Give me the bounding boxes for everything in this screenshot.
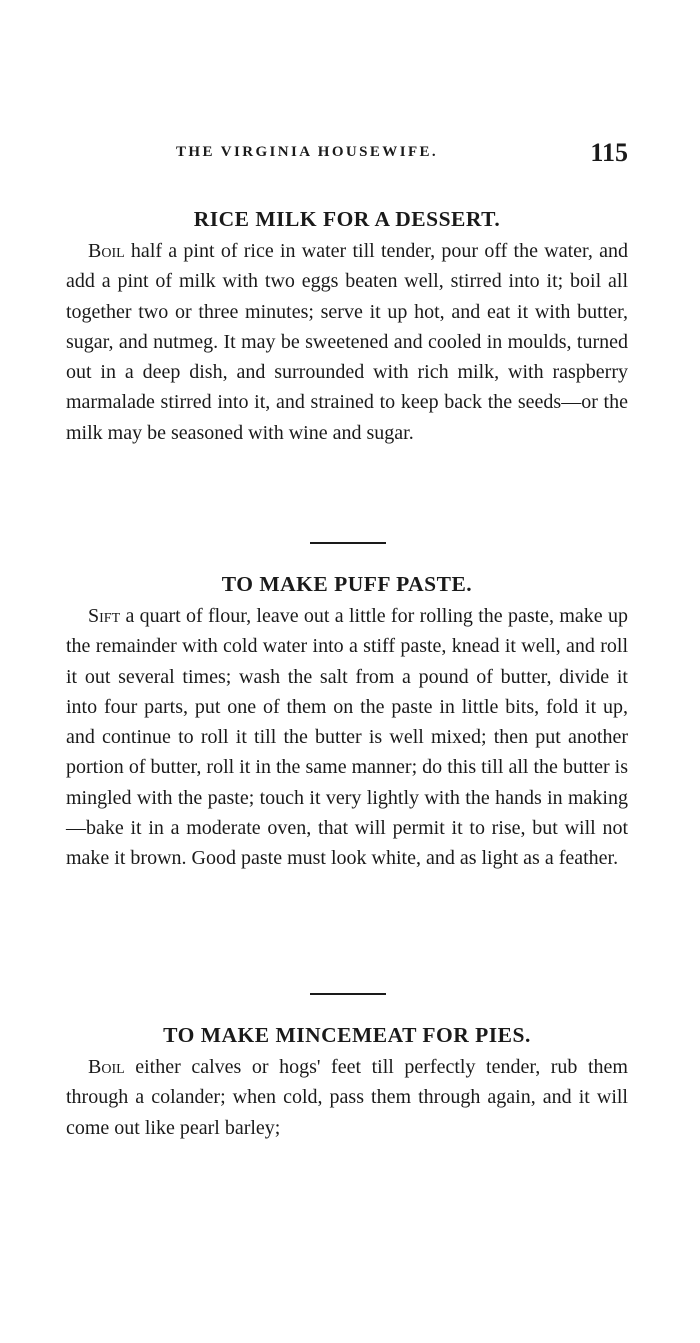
- recipe-body: [66, 236, 628, 448]
- recipe-text: half a pint of rice in water till tender, pour off the water, and add a pint of milk with two eggs beaten well, stirred into it; boil all together two or three minutes; serve it up hot, and eat it with butter, sugar, and nutmeg. It may be sweetened and cooled in moulds, turned out in a deep dish, and surrounded with rich milk, with raspberry marmalade stirred into it, and strained to keep back the seeds—or the milk may be seasoned with wine and sugar.: [66, 240, 628, 444]
- running-title: THE VIRGINIA HOUSEWIFE.: [176, 144, 439, 160]
- page-number: 115: [590, 138, 628, 167]
- recipe-lead-word: Sift: [88, 605, 121, 627]
- running-head: [66, 138, 628, 172]
- section-divider: [310, 993, 386, 995]
- recipe-lead-word: Boil: [88, 1056, 125, 1078]
- recipe-title: RICE MILK FOR A DESSERT.: [193, 207, 501, 231]
- recipe-puff-paste: [66, 570, 628, 874]
- section-divider: [310, 542, 386, 544]
- recipe-title: TO MAKE MINCEMEAT FOR PIES.: [163, 1023, 531, 1047]
- recipe-mincemeat: [66, 1021, 628, 1143]
- recipe-text: either calves or hogs' feet till perfectly tender, rub them through a colander; when cold, pass them through again, and it will come out like pearl barley;: [66, 1056, 628, 1139]
- recipe-body: [66, 1052, 628, 1143]
- recipe-body: [66, 601, 628, 874]
- recipe-title: TO MAKE PUFF PASTE.: [221, 572, 473, 596]
- recipe-rice-milk: [66, 205, 628, 448]
- recipe-text: a quart of flour, leave out a little for rolling the paste, make up the remainder with cold water into a stiff paste, knead it well, and roll it out several times; wash the salt from a pound of butter, divide it into four parts, put one of them on the paste in little bits, fold it up, and continue to roll it till the butter is well mixed; then put another portion of butter, roll it in the same manner; do this till all the butter is mingled with the paste; touch it very lightly with the hands in making—bake it in a moderate oven, that will permit it to rise, but will not make it brown. Good paste must look white, and as light as a feather.: [66, 605, 628, 870]
- recipe-lead-word: Boil: [88, 240, 125, 262]
